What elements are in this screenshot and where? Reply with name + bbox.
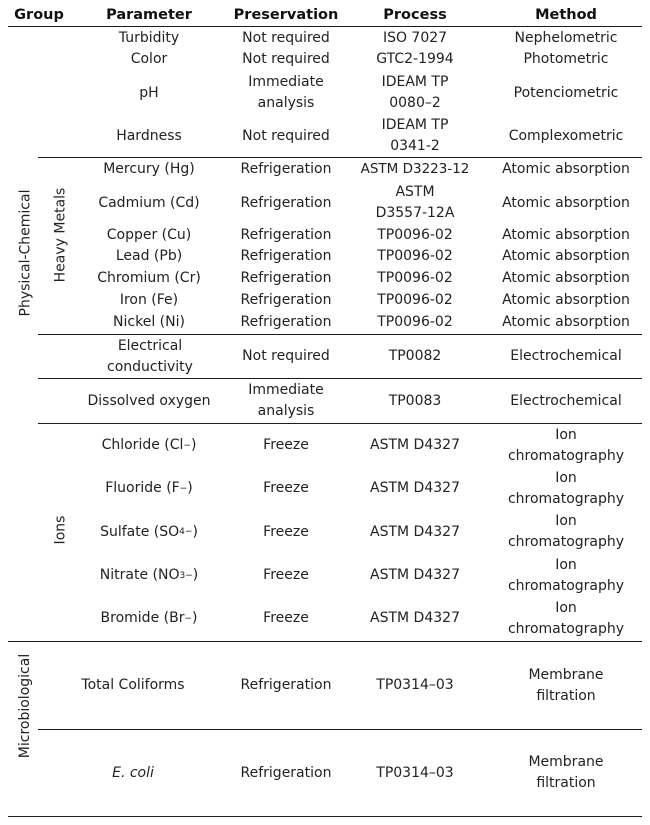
param-iron: Iron (Fe) — [119, 292, 179, 308]
header-method: Method — [535, 7, 597, 23]
pres-fluoride: Freeze — [263, 480, 309, 496]
proc-bromide: ASTM D4327 — [370, 610, 460, 626]
param-nickel: Nickel (Ni) — [113, 314, 185, 330]
param-nitrate: Nitrate (NO 3 − ) — [99, 567, 199, 583]
method-nickel: Atomic absorption — [502, 314, 630, 330]
proc-ecoli: TP0314–03 — [376, 764, 454, 781]
pres-iron: Refrigeration — [240, 292, 332, 308]
proc-nitrate: ASTM D4327 — [370, 567, 460, 583]
param-hardness: Hardness — [116, 127, 182, 144]
proc-color: GTC2-1994 — [376, 51, 454, 67]
proc-chromium: TP0096-02 — [377, 270, 453, 286]
group-heavy-metals: Heavy Metals — [52, 187, 68, 283]
pres-sulfate: Freeze — [263, 523, 309, 540]
method-nitrate: Ion chromatography — [507, 556, 625, 594]
pres-lead: Refrigeration — [240, 248, 332, 264]
param-bromide: Bromide (Br − ) — [100, 610, 198, 626]
method-copper: Atomic absorption — [502, 227, 630, 243]
pres-color: Not required — [242, 51, 330, 67]
proc-sulfate: ASTM D4327 — [370, 523, 460, 540]
method-fluoride: Ion chromatography — [507, 469, 625, 507]
header-parameter: Parameter — [106, 7, 192, 23]
param-chromium: Chromium (Cr) — [97, 270, 201, 286]
header-process: Process — [383, 7, 447, 23]
method-coliforms: Membrane filtration — [528, 666, 604, 704]
pres-mercury: Refrigeration — [240, 161, 332, 177]
pres-bromide: Freeze — [263, 610, 309, 626]
method-iron: Atomic absorption — [502, 292, 630, 308]
proc-ph: IDEAM TP 0080–2 — [381, 74, 449, 111]
pres-turbidity: Not required — [242, 30, 330, 46]
method-ecoli: Membrane filtration — [528, 754, 604, 791]
proc-copper: TP0096-02 — [377, 227, 453, 243]
param-ecoli: E. coli — [112, 764, 154, 781]
param-ph: pH — [139, 84, 159, 101]
method-chromium: Atomic absorption — [502, 270, 630, 286]
proc-lead: TP0096-02 — [377, 248, 453, 264]
param-turbidity: Turbidity — [118, 30, 180, 46]
method-ph: Potenciometric — [513, 84, 619, 101]
header-group: Group — [14, 7, 64, 23]
proc-chloride: ASTM D4327 — [370, 437, 460, 453]
pres-ecoli: Refrigeration — [240, 764, 332, 781]
method-turbidity: Nephelometric — [514, 30, 618, 46]
param-conductivity: Electrical conductivity — [107, 337, 193, 375]
group-ions: Ions — [52, 515, 68, 545]
method-sulfate: Ion chromatography — [507, 513, 625, 550]
pres-nitrate: Freeze — [263, 567, 309, 583]
pres-oxygen: Immediate analysis — [248, 382, 324, 419]
proc-coliforms: TP0314–03 — [376, 677, 454, 693]
param-chloride: Chloride (Cl − ) — [101, 437, 197, 453]
proc-hardness: IDEAM TP 0341-2 — [381, 117, 449, 154]
pres-coliforms: Refrigeration — [240, 677, 332, 693]
proc-iron: TP0096-02 — [377, 292, 453, 308]
pres-chromium: Refrigeration — [240, 270, 332, 286]
header-preservation: Preservation — [233, 7, 339, 23]
proc-turbidity: ISO 7027 — [382, 30, 448, 46]
group-physical-chemical: Physical-Chemical — [17, 189, 33, 317]
group-microbiological: Microbiological — [17, 653, 34, 759]
param-coliforms: Total Coliforms — [81, 677, 185, 693]
heavy-metals-top-rule — [38, 157, 642, 158]
proc-conductivity: TP0082 — [388, 348, 442, 364]
param-lead: Lead (Pb) — [115, 248, 183, 264]
param-sulfate: Sulfate (SO 4 − ) — [100, 523, 198, 540]
param-color: Color — [130, 51, 168, 67]
method-oxygen: Electrochemical — [510, 392, 622, 409]
param-mercury: Mercury (Hg) — [103, 161, 195, 177]
pres-ph: Immediate analysis — [248, 74, 324, 111]
pres-hardness: Not required — [242, 127, 330, 144]
method-hardness: Complexometric — [508, 127, 624, 144]
pres-nickel: Refrigeration — [240, 314, 332, 330]
pres-conductivity: Not required — [242, 348, 330, 364]
method-lead: Atomic absorption — [502, 248, 630, 264]
method-chloride: Ion chromatography — [507, 426, 625, 464]
param-cadmium: Cadmium (Cd) — [98, 194, 200, 211]
pres-cadmium: Refrigeration — [240, 194, 332, 211]
param-fluoride: Fluoride (F − ) — [105, 480, 193, 496]
method-cadmium: Atomic absorption — [502, 194, 630, 211]
proc-mercury: ASTM D3223-12 — [360, 161, 470, 177]
pres-chloride: Freeze — [263, 437, 309, 453]
method-color: Photometric — [523, 51, 609, 67]
method-bromide: Ion chromatography — [507, 599, 625, 637]
param-copper: Copper (Cu) — [106, 227, 192, 243]
param-oxygen: Dissolved oxygen — [87, 392, 211, 409]
table-bottom-rule — [8, 816, 642, 817]
proc-cadmium: ASTM D3557-12A — [375, 184, 455, 221]
method-conductivity: Electrochemical — [510, 348, 622, 364]
proc-nickel: TP0096-02 — [377, 314, 453, 330]
method-mercury: Atomic absorption — [502, 161, 630, 177]
header-rule — [8, 26, 642, 27]
proc-oxygen: TP0083 — [388, 392, 442, 409]
pres-copper: Refrigeration — [240, 227, 332, 243]
proc-fluoride: ASTM D4327 — [370, 480, 460, 496]
